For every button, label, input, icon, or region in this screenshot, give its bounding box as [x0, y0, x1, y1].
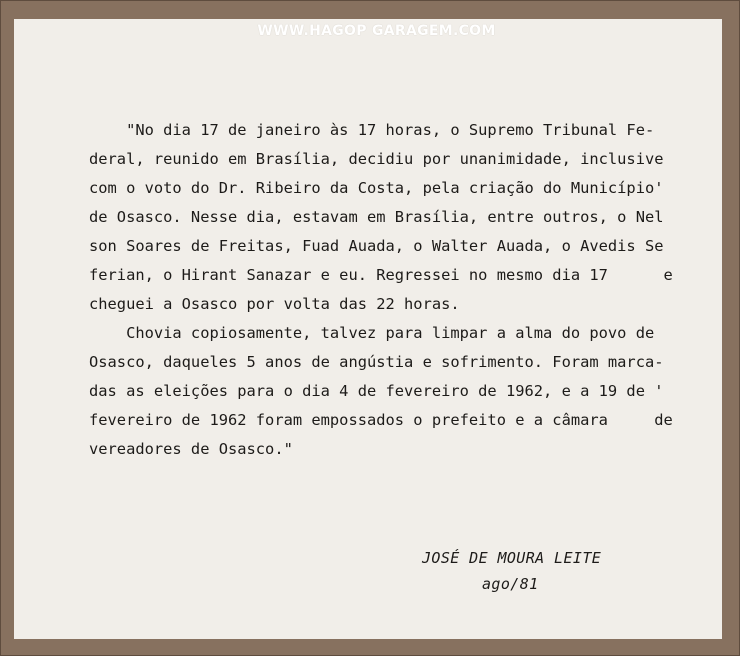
letter-line: son Soares de Freitas, Fuad Auada, o Walter Auada, o Avedis Se: [89, 237, 664, 255]
letter-line: vereadores de Osasco.": [89, 440, 293, 458]
letter-line: Chovia copiosamente, talvez para limpar a alma do povo de: [89, 324, 655, 342]
letter-line: de Osasco. Nesse dia, estavam em Brasília, entre outros, o Nel: [89, 208, 664, 226]
signature-block: [422, 549, 612, 593]
letter-line: das as eleições para o dia 4 de fevereiro de 1962, e a 19 de ': [89, 382, 664, 400]
document-page: [14, 19, 722, 639]
signature-date: ago/81: [482, 575, 539, 593]
letter-line: com o voto do Dr. Ribeiro da Costa, pela criação do Município': [89, 179, 664, 197]
letter-line: cheguei a Osasco por volta das 22 horas.: [89, 295, 460, 313]
letter-line: "No dia 17 de janeiro às 17 horas, o Supremo Tribunal Fe-: [89, 121, 655, 139]
letter-line: deral, reunido em Brasília, decidiu por unanimidade, inclusive: [89, 150, 664, 168]
letter-line: fevereiro de 1962 foram empossados o prefeito e a câmara de: [89, 411, 673, 429]
letter-line: Osasco, daqueles 5 anos de angústia e sofrimento. Foram marca-: [89, 353, 664, 371]
watermark-text: WWW.HAGOP GARAGEM.COM: [257, 23, 496, 39]
letter-line: ferian, o Hirant Sanazar e eu. Regressei no mesmo dia 17 e: [89, 266, 673, 284]
signature-name: JOSÉ DE MOURA LEITE: [422, 549, 602, 567]
letter-body: [89, 116, 689, 464]
